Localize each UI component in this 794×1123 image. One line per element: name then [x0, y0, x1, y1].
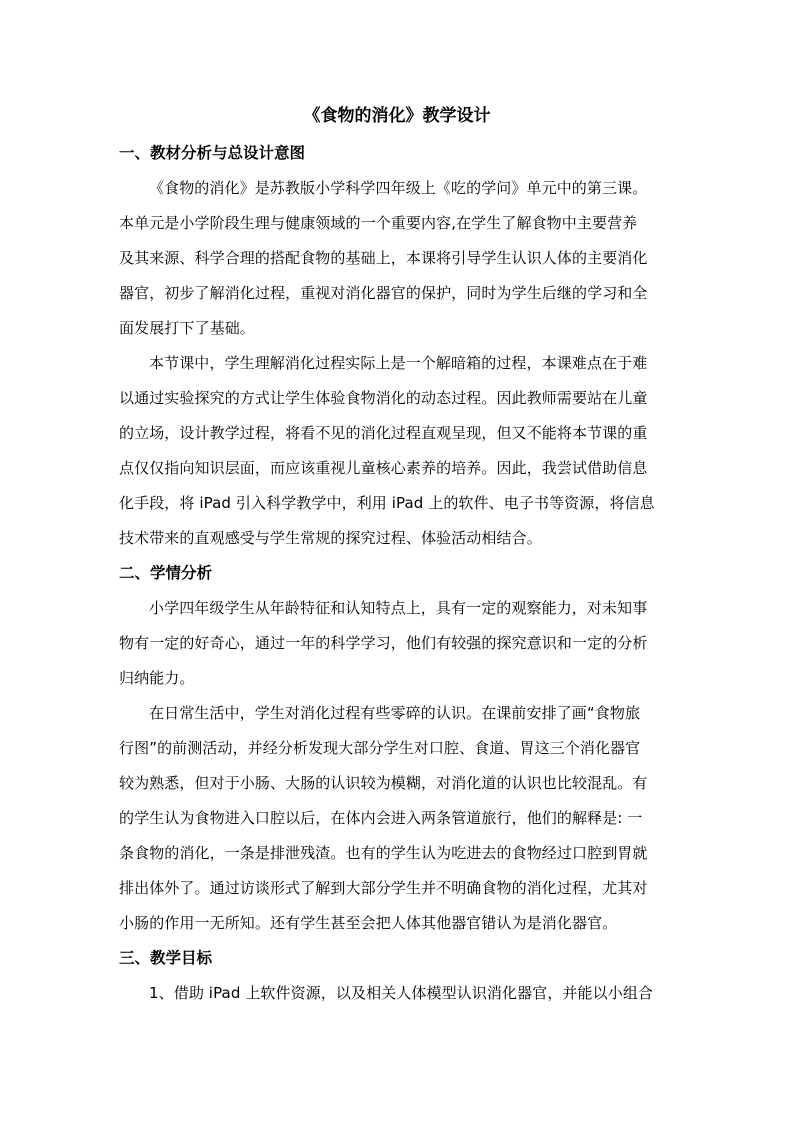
- paragraph-line: 的立场，设计教学过程，将看不见的消化过程直观呈现，但又不能将本节课的重: [119, 424, 648, 442]
- paragraph-line: 较为熟悉，但对于小肠、大肠的认识较为模糊，对消化道的认识也比较混乱。有: [119, 774, 648, 792]
- document-title: 《食物的消化》教学设计: [303, 106, 491, 126]
- paragraph-line: 本单元是小学阶段生理与健康领域的一个重要内容,在学生了解食物中主要营养: [119, 214, 638, 232]
- paragraph-line: 以通过实验探究的方式让学生体验食物消化的动态过程。因此教师需要站在儿童: [119, 389, 648, 407]
- section-heading: 一、教材分析与总设计意图: [119, 144, 306, 162]
- paragraph-line: 归纳能力。: [119, 669, 195, 687]
- paragraph-line: 技术带来的直观感受与学生常规的探究过程、体验活动相结合。: [119, 529, 542, 547]
- paragraph-line: 《食物的消化》是苏教版小学科学四年级上《吃的学问》单元中的第三课。: [149, 179, 648, 197]
- section-heading: 二、学情分析: [119, 564, 213, 582]
- section-heading: 三、教学目标: [119, 949, 213, 967]
- paragraph-line: 在日常生活中，学生对消化过程有些零碎的认识。在课前安排了画“食物旅: [149, 704, 641, 722]
- paragraph-line: 面发展打下了基础。: [119, 319, 255, 337]
- paragraph-line: 1、借助 iPad 上软件资源，以及相关人体模型认识消化器官，并能以小组合: [149, 984, 654, 1002]
- paragraph-line: 行图”的前测活动，并经分析发现大部分学生对口腔、食道、胃这三个消化器官: [119, 739, 641, 757]
- paragraph-line: 化手段，将 iPad 引入科学教学中，利用 iPad 上的软件、电子书等资源，将信息: [119, 494, 655, 512]
- paragraph-line: 的学生认为食物进入口腔以后，在体内会进入两条管道旅行，他们的解释是: 一: [119, 809, 643, 827]
- paragraph-line: 条食物的消化，一条是排泄残渣。也有的学生认为吃进去的食物经过口腔到胃就: [119, 844, 648, 862]
- paragraph-line: 本节课中，学生理解消化过程实际上是一个解暗箱的过程，本课难点在于难: [149, 354, 648, 372]
- paragraph-line: 物有一定的好奇心，通过一年的科学学习，他们有较强的探究意识和一定的分析: [119, 634, 648, 652]
- paragraph-line: 及其来源、科学合理的搭配食物的基础上，本课将引导学生认识人体的主要消化: [119, 249, 648, 267]
- paragraph-line: 排出体外了。通过访谈形式了解到大部分学生并不明确食物的消化过程，尤其对: [119, 879, 648, 897]
- paragraph-line: 点仅仅指向知识层面，而应该重视儿童核心素养的培养。因此，我尝试借助信息: [119, 459, 648, 477]
- paragraph-line: 小肠的作用一无所知。还有学生甚至会把人体其他器官错认为是消化器官。: [119, 914, 618, 932]
- paragraph-line: 器官，初步了解消化过程，重视对消化器官的保护，同时为学生后继的学习和全: [119, 284, 648, 302]
- paragraph-line: 小学四年级学生从年龄特征和认知特点上，具有一定的观察能力，对未知事: [149, 599, 648, 617]
